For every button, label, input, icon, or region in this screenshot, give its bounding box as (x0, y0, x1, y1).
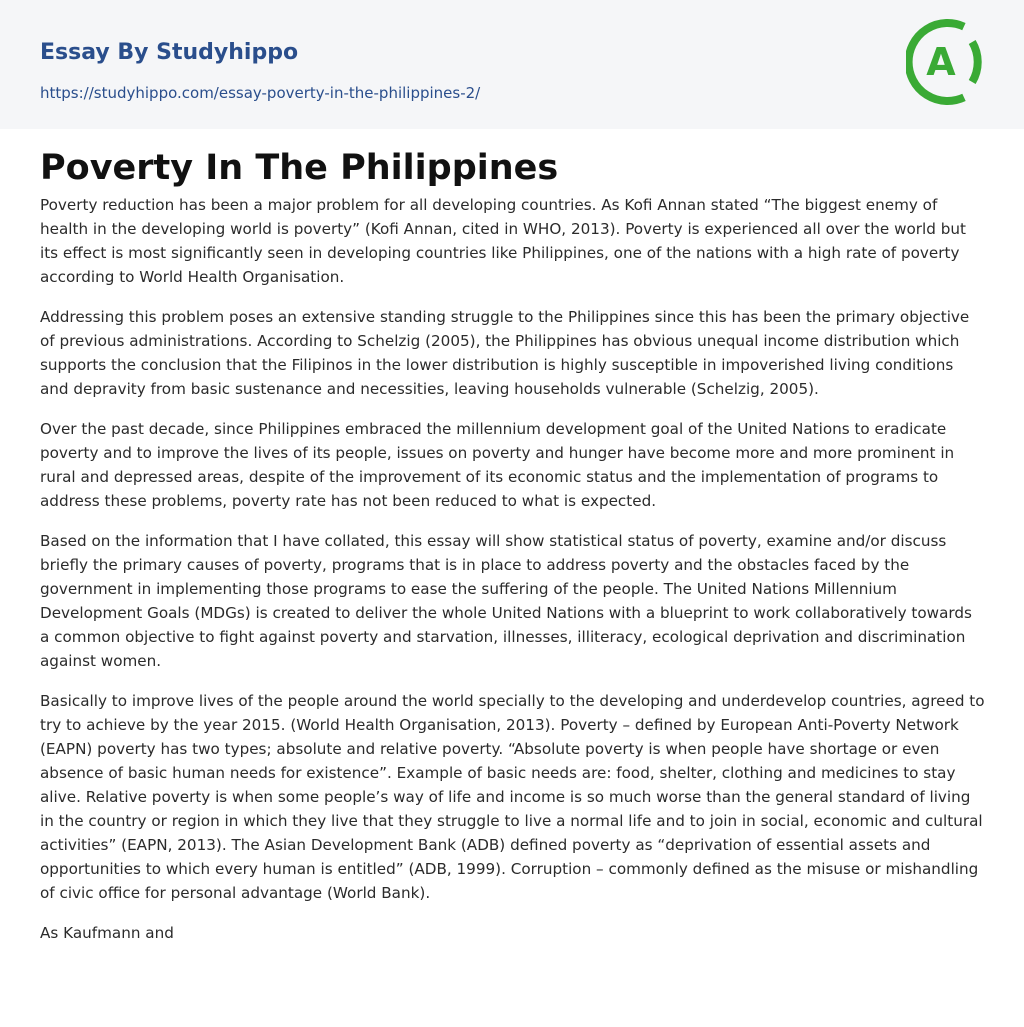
essay-url-link[interactable]: https://studyhippo.com/essay-poverty-in-the-philippines-2/ (40, 84, 481, 102)
studyhippo-logo-icon[interactable] (906, 18, 990, 106)
site-title[interactable]: Essay By Studyhippo (40, 40, 299, 65)
site-header (0, 0, 1024, 129)
essay-paragraph: Over the past decade, since Philippines embraced the millennium development goal of the United Nations to eradicate poverty and to improve the lives of its people, issues on poverty and hunger have become more and more prominent in rural and depressed areas, despite of the improvement of its economic status and the implementation of programs to address these problems, poverty rate has not been reduced to what is expected. (40, 420, 955, 510)
essay-paragraph: Basically to improve lives of the people around the world specially to the developing and underdevelop countries, agreed to try to achieve by the year 2015. (World Health Organisation, 2013). Poverty – defined by European Anti-Poverty Network (EAPN) poverty has two types; absolute and relative poverty. “Absolute poverty is when people have shortage or even absence of basic human needs for existence”. Example of basic needs are: food, shelter, clothing and medicines to stay alive. Relative poverty is when some people’s way of life and income is so much worse than the general standard of living in the country or region in which they live that they struggle to live a normal life and to join in social, economic and cultural activities” (EAPN, 2013). The Asian Development Bank (ADB) defined poverty as “deprivation of essential assets and opportunities to which every human is entitled” (ADB, 1999). Corruption – commonly defined as the misuse or mishandling of civic office for personal advantage (World Bank). (40, 692, 985, 902)
essay-paragraph: Based on the information that I have collated, this essay will show statistical status of poverty, examine and/or discuss briefly the primary causes of poverty, programs that is in place to address poverty and the obstacles faced by the government in implementing those programs to ease the suffering of the people. The United Nations Millennium Development Goals (MDGs) is created to deliver the whole United Nations with a blueprint to work collaboratively towards a common objective to fight against poverty and starvation, illnesses, illiteracy, ecological deprivation and discrimination against women. (40, 532, 972, 670)
essay-title: Poverty In The Philippines (40, 148, 559, 188)
essay-paragraph: Addressing this problem poses an extensive standing struggle to the Philippines since this has been the primary objective of previous administrations. According to Schelzig (2005), the Philippines has obvious unequal income distribution which supports the conclusion that the Filipinos in the lower distribution is highly susceptible in impoverished living conditions and depravity from basic sustenance and necessities, leaving households vulnerable (Schelzig, 2005). (40, 308, 970, 398)
essay-content (40, 143, 986, 961)
essay-paragraph: As Kaufmann and (40, 924, 174, 942)
logo-letter: A (926, 40, 956, 84)
essay-paragraph: Poverty reduction has been a major problem for all developing countries. As Kofi Annan stated “The biggest enemy of health in the developing world is poverty” (Kofi Annan, cited in WHO, 2013). Poverty is experienced all over the world but its effect is most significantly seen in developing countries like Philippines, one of the nations with a high rate of poverty according to World Health Organisation. (40, 196, 966, 286)
